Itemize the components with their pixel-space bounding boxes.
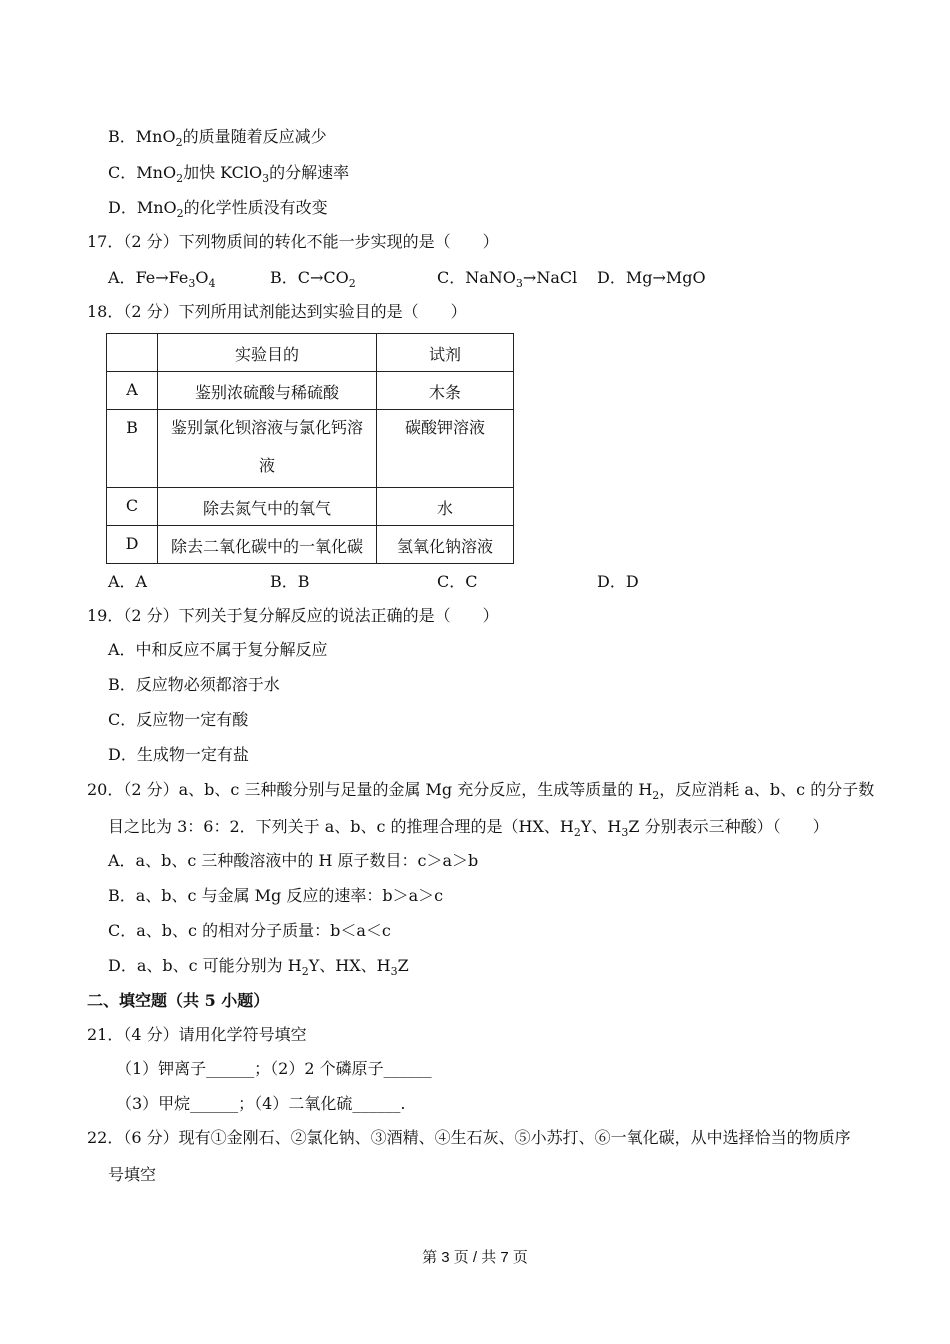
q17-option-d: D．Mg→MgO xyxy=(597,268,706,287)
table-header-purpose: 实验目的 xyxy=(158,334,377,372)
q21-stem: 21．（4 分）请用化学符号填空 xyxy=(87,1025,307,1044)
row-purpose: 除去氮气中的氧气 xyxy=(158,488,377,526)
q16-option-c: C．MnO$_2$加快 KClO$_3$的分解速率 xyxy=(108,163,350,185)
row-key: A xyxy=(107,372,158,410)
table-row xyxy=(107,372,514,410)
q22-stem-line1: 22．（6 分）现有①金刚石、②氯化钠、③酒精、④生石灰、⑤小苏打、⑥一氧化碳，从中选择恰当的物质序 xyxy=(87,1128,851,1147)
page-footer: 第 3 页 / 共 7 页 xyxy=(422,1249,528,1266)
q20-option-c: C．a、b、c 的相对分子质量：b＜a＜c xyxy=(108,921,391,940)
q20-stem-line2: 目之比为 3：6：2．下列关于 a、b、c 的推理合理的是（HX、$H_2Y$、$H_3Z$ 分别表示三种酸）（ ） xyxy=(108,817,829,839)
q17-option-c: C．NaNO$_3$→NaCl xyxy=(437,268,578,290)
q21-line2: （3）甲烷______；（4）二氧化硫______. xyxy=(116,1094,406,1113)
table-header-blank xyxy=(107,334,158,372)
q18-option-b: B．B xyxy=(270,572,310,591)
table-row xyxy=(107,410,514,488)
q20-option-b: B．a、b、c 与金属 Mg 反应的速率：b＞a＞c xyxy=(108,886,444,905)
q22-stem-line2: 号填空 xyxy=(108,1165,157,1184)
row-purpose: 鉴别氯化钡溶液与氯化钙溶 液 xyxy=(158,410,377,488)
q16-option-d: D．MnO$_2$的化学性质没有改变 xyxy=(108,198,328,220)
row-reagent: 水 xyxy=(377,488,514,526)
section-heading: 二、填空题（共 5 小题） xyxy=(87,991,270,1010)
q21-line1: （1）钾离子______；（2）2 个磷原子______ xyxy=(116,1059,432,1078)
table-header-reagent: 试剂 xyxy=(377,334,514,372)
table-row xyxy=(107,488,514,526)
q20-option-a: A．a、b、c 三种酸溶液中的 H 原子数目：c＞a＞b xyxy=(108,851,479,870)
q20-option-d: D．a、b、c 可能分别为 $H_2Y$、HX、$H_3Z$ xyxy=(108,956,409,978)
q17-stem: 17．（2 分）下列物质间的转化不能一步实现的是（ ） xyxy=(87,232,499,251)
q19-option-a: A．中和反应不属于复分解反应 xyxy=(108,640,328,659)
q19-option-c: C．反应物一定有酸 xyxy=(108,710,249,729)
q19-option-b: B．反应物必须都溶于水 xyxy=(108,675,280,694)
row-key: B xyxy=(107,410,158,488)
row-reagent: 木条 xyxy=(377,372,514,410)
q19-option-d: D．生成物一定有盐 xyxy=(108,745,249,764)
q18-option-c: C．C xyxy=(437,572,478,591)
row-reagent: 碳酸钾溶液 xyxy=(377,410,514,488)
q16-option-b: B．MnO$_2$的质量随着反应减少 xyxy=(108,127,327,149)
q18-option-d: D．D xyxy=(597,572,639,591)
table-row xyxy=(107,526,514,564)
row-key: D xyxy=(107,526,158,564)
row-key: C xyxy=(107,488,158,526)
q17-option-a: A．$Fe\to Fe_3O_4$ xyxy=(108,268,216,290)
q18-table xyxy=(106,333,514,564)
row-purpose: 除去二氧化碳中的一氧化碳 xyxy=(158,526,377,564)
q17-option-b: B．$C\to CO_2$ xyxy=(270,268,356,290)
row-reagent: 氢氧化钠溶液 xyxy=(377,526,514,564)
q18-stem: 18．（2 分）下列所用试剂能达到实验目的是（ ） xyxy=(87,302,467,321)
q19-stem: 19．（2 分）下列关于复分解反应的说法正确的是（ ） xyxy=(87,606,499,625)
q20-stem-line1: 20．（2 分）a、b、c 三种酸分别与足量的金属 Mg 充分反应，生成等质量的 $H_2$，反应消耗 a、b、c 的分子数 xyxy=(87,780,875,802)
row-purpose: 鉴别浓硫酸与稀硫酸 xyxy=(158,372,377,410)
q18-option-a: A．A xyxy=(108,572,148,591)
